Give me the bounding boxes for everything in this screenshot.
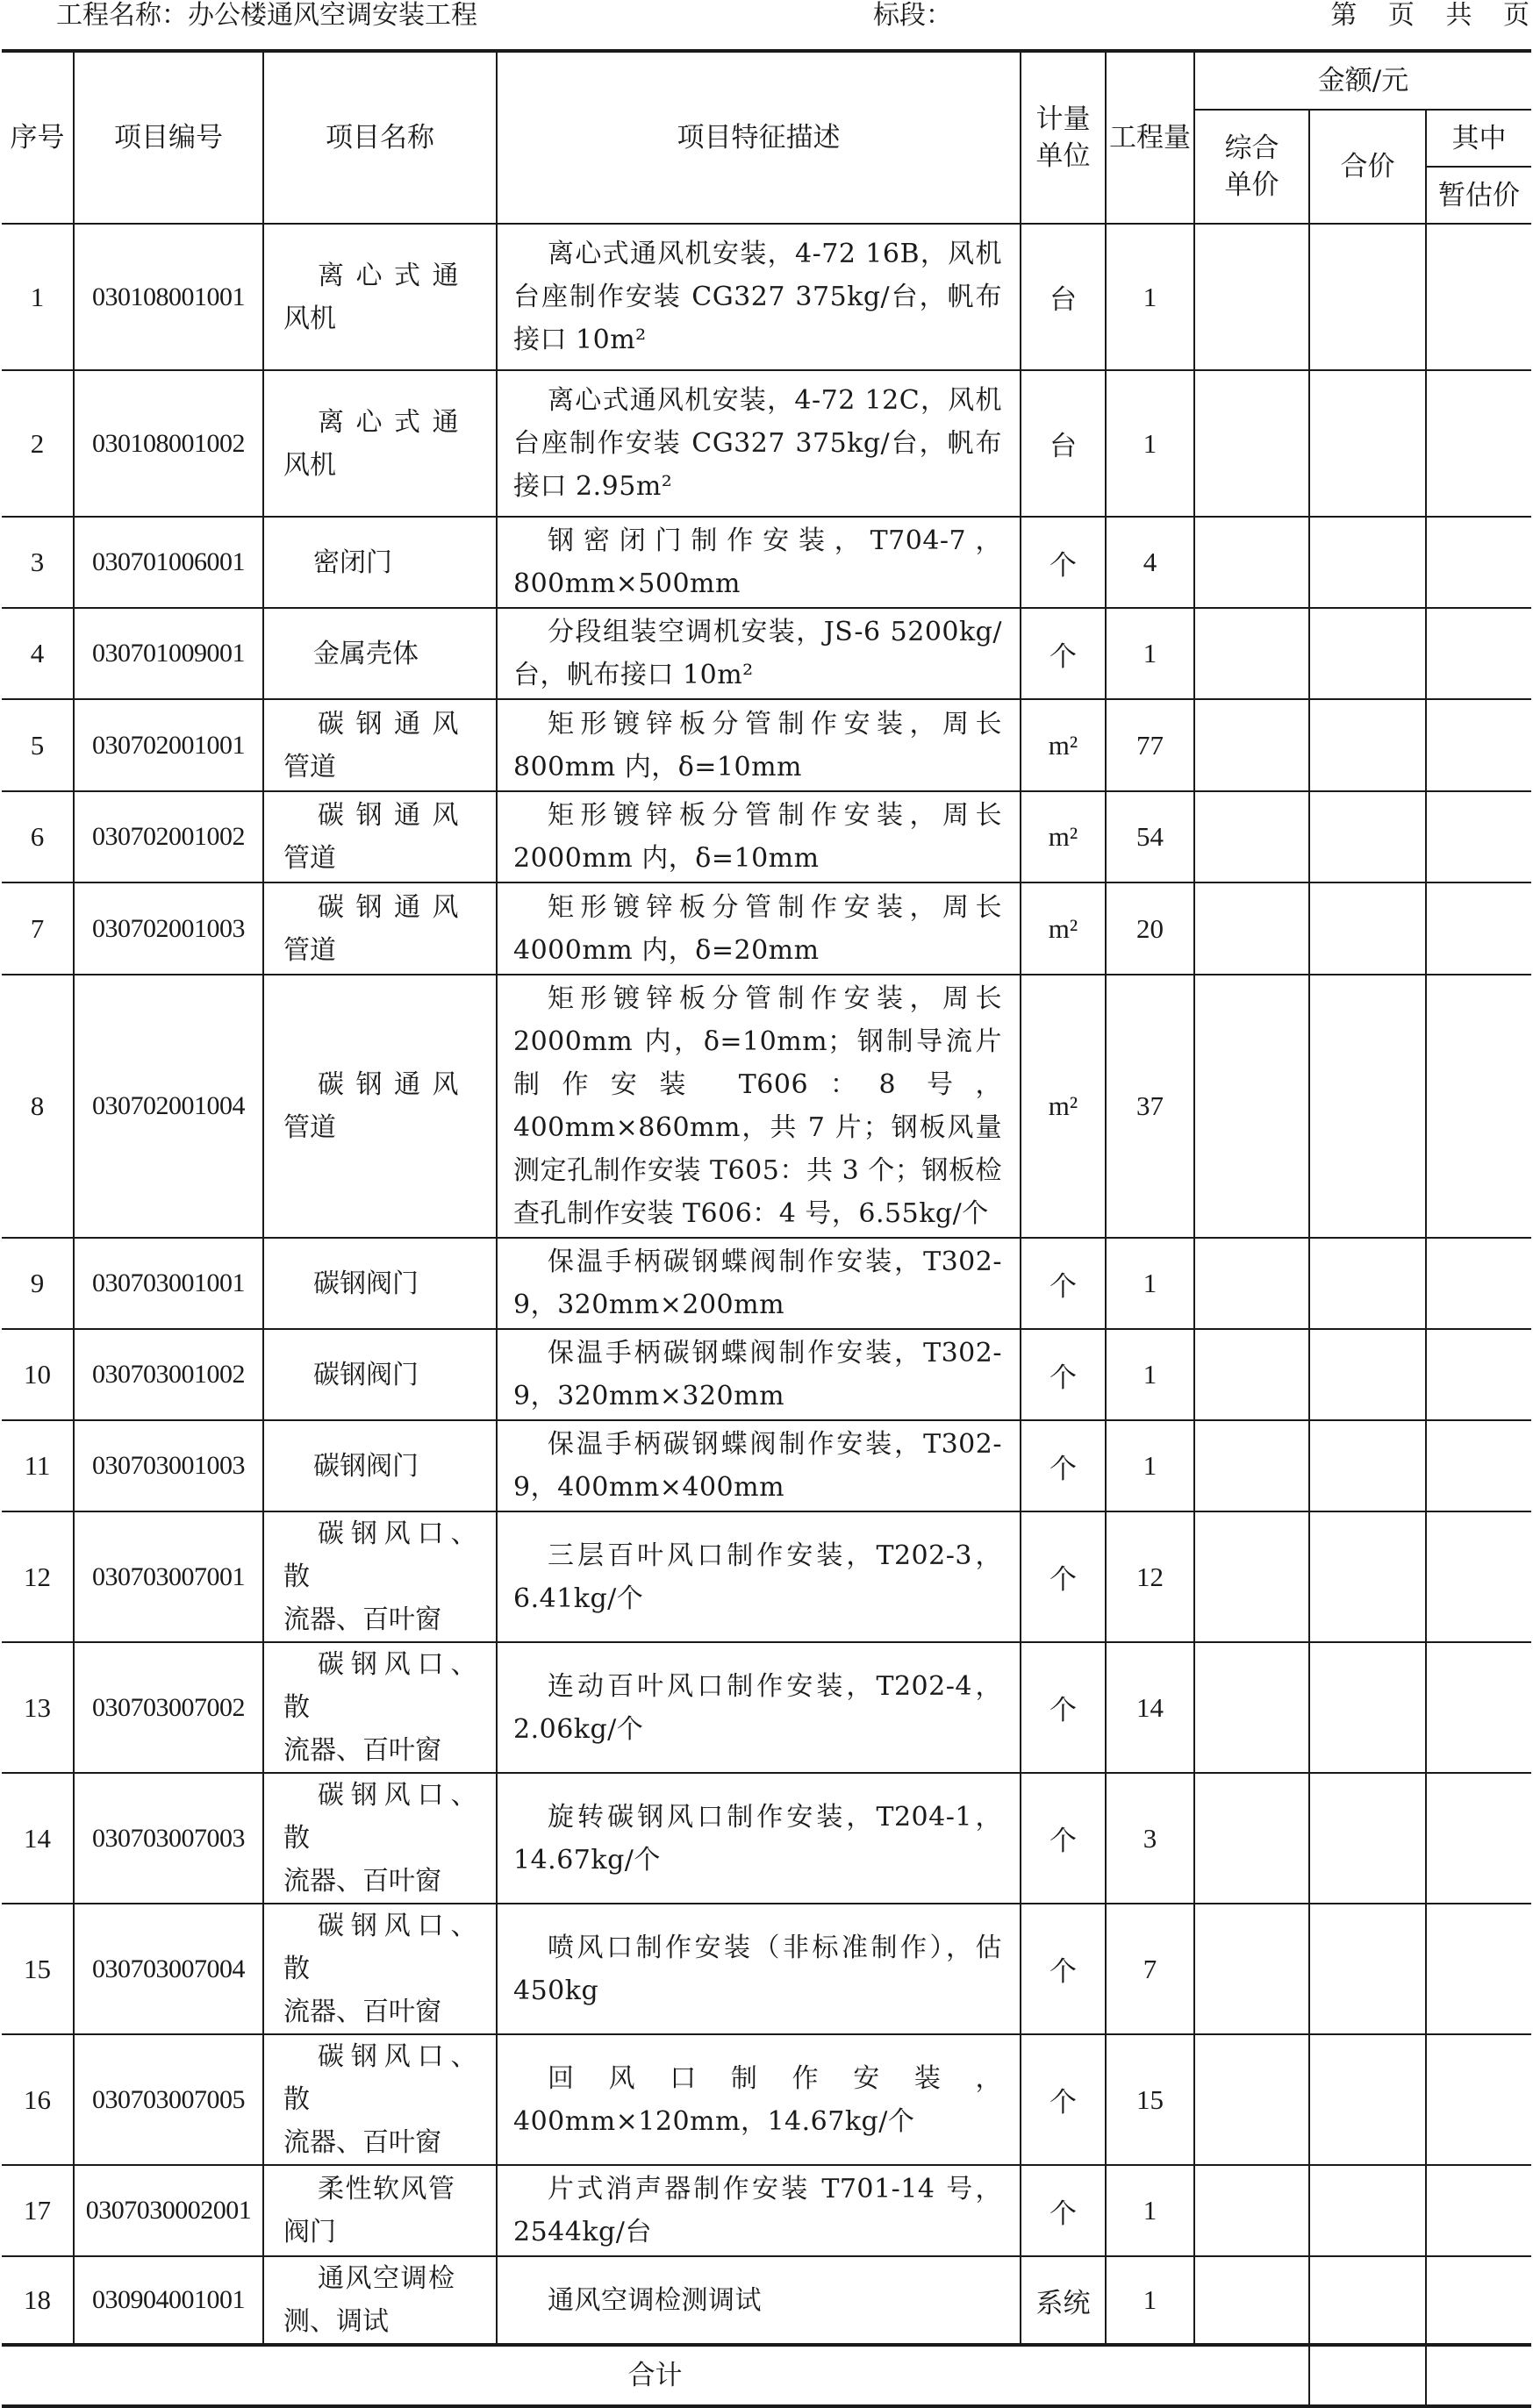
- row-qty: 54: [1106, 791, 1194, 882]
- row-qty: 1: [1106, 608, 1194, 699]
- row-seq: 14: [2, 1773, 74, 1904]
- row-unit-price: [1194, 1642, 1309, 1773]
- row-desc: 离心式通风机安装，4-72 12C，风机台座制作安装 CG327 375kg/台，帆布接口 2.95m²: [497, 370, 1021, 517]
- row-name-line1: 碳钢风口、散: [283, 1649, 478, 1723]
- row-desc: 离心式通风机安装，4-72 16B，风机台座制作安装 CG327 375kg/台，帆布接口 10m²: [497, 224, 1021, 370]
- row-unit-price: [1194, 2034, 1309, 2165]
- row-unit-price: [1194, 882, 1309, 975]
- total-price-cell: [1309, 2345, 1426, 2406]
- col-qty-header: 工程量: [1106, 51, 1194, 224]
- row-total-price: [1309, 1511, 1426, 1642]
- row-unit: 个: [1021, 517, 1106, 608]
- row-total-price: [1309, 370, 1426, 517]
- row-total-price: [1309, 1329, 1426, 1420]
- row-name: [263, 370, 497, 517]
- row-seq: 17: [2, 2165, 74, 2256]
- row-unit-price: [1194, 1329, 1309, 1420]
- row-qty: 77: [1106, 699, 1194, 791]
- row-total-price: [1309, 224, 1426, 370]
- row-unit-price: [1194, 370, 1309, 517]
- row-name-line2: 流器、百叶窗: [283, 2127, 441, 2158]
- row-provisional: [1426, 1329, 1531, 1420]
- row-code: 030703001003: [74, 1420, 263, 1511]
- row-unit-price: [1194, 699, 1309, 791]
- row-desc: 通风空调检测调试: [497, 2256, 1021, 2345]
- row-name-line1: 碳钢风口、散: [283, 2041, 478, 2115]
- col-seq-header: 序号: [2, 51, 74, 224]
- row-seq: 9: [2, 1238, 74, 1329]
- row-qty: 20: [1106, 882, 1194, 975]
- row-provisional: [1426, 1511, 1531, 1642]
- section-label: 标段：: [873, 0, 952, 31]
- row-seq: 1: [2, 224, 74, 370]
- row-unit: 个: [1021, 2165, 1106, 2256]
- col-unit-price-header: 综合单价: [1194, 110, 1309, 224]
- row-name-line1: 碳钢风口、散: [283, 1911, 478, 1984]
- table-body: [2, 224, 1531, 2345]
- table-row: [2, 791, 1531, 882]
- row-name-line1: 碳钢阀门: [313, 1268, 419, 1299]
- row-name-line2: 流器、百叶窗: [283, 1997, 441, 2027]
- row-provisional: [1426, 224, 1531, 370]
- row-qty: 7: [1106, 1904, 1194, 2034]
- row-unit: m²: [1021, 791, 1106, 882]
- col-of-which-header: 其中: [1426, 110, 1531, 167]
- row-name-line1: 碳钢通风: [318, 708, 470, 740]
- row-desc: 保温手柄碳钢蝶阀制作安装，T302-9，320mm×200mm: [497, 1238, 1021, 1329]
- row-name-line1: 通风空调检: [318, 2263, 456, 2294]
- row-total-price: [1309, 975, 1426, 1238]
- row-code: 030702001001: [74, 699, 263, 791]
- row-name: [263, 1329, 497, 1420]
- row-provisional: [1426, 1773, 1531, 1904]
- row-name: [263, 975, 497, 1238]
- row-code: 030702001003: [74, 882, 263, 975]
- table-row: [2, 2256, 1531, 2345]
- row-unit-price: [1194, 2256, 1309, 2345]
- row-provisional: [1426, 1238, 1531, 1329]
- row-seq: 13: [2, 1642, 74, 1773]
- table-row: [2, 517, 1531, 608]
- row-name: [263, 2256, 497, 2345]
- row-total-price: [1309, 517, 1426, 608]
- row-name-line2: 阀门: [283, 2217, 336, 2247]
- row-provisional: [1426, 699, 1531, 791]
- row-code: 030108001002: [74, 370, 263, 517]
- row-total-price: [1309, 1238, 1426, 1329]
- row-provisional: [1426, 608, 1531, 699]
- col-unit-header: 计量单位: [1021, 51, 1106, 224]
- table-row: [2, 1238, 1531, 1329]
- row-total-price: [1309, 699, 1426, 791]
- row-provisional: [1426, 517, 1531, 608]
- row-provisional: [1426, 1420, 1531, 1511]
- bill-of-quantities-table: [2, 49, 1531, 2408]
- row-total-price: [1309, 608, 1426, 699]
- col-total-price-header: 合价: [1309, 110, 1426, 224]
- row-unit: m²: [1021, 699, 1106, 791]
- col-name-header: 项目名称: [263, 51, 497, 224]
- row-name: [263, 224, 497, 370]
- row-name: [263, 1420, 497, 1511]
- row-unit-price: [1194, 791, 1309, 882]
- row-desc: 分段组装空调机安装，JS-6 5200kg/台，帆布接口 10m²: [497, 608, 1021, 699]
- row-total-price: [1309, 791, 1426, 882]
- row-code: 030703007005: [74, 2034, 263, 2165]
- row-qty: 1: [1106, 2256, 1194, 2345]
- row-qty: 1: [1106, 224, 1194, 370]
- row-name-line1: 离心式通: [318, 406, 470, 438]
- row-provisional: [1426, 1642, 1531, 1773]
- row-desc: 矩形镀锌板分管制作安装，周长4000mm 内，δ=20mm: [497, 882, 1021, 975]
- table-row: [2, 1329, 1531, 1420]
- row-code: 030701009001: [74, 608, 263, 699]
- row-code: 030108001001: [74, 224, 263, 370]
- row-name: [263, 517, 497, 608]
- row-name: [263, 1511, 497, 1642]
- row-unit: 个: [1021, 1511, 1106, 1642]
- row-name: [263, 2034, 497, 2165]
- row-seq: 15: [2, 1904, 74, 2034]
- table-row: [2, 2034, 1531, 2165]
- row-provisional: [1426, 882, 1531, 975]
- row-name: [263, 791, 497, 882]
- row-qty: 1: [1106, 370, 1194, 517]
- row-qty: 4: [1106, 517, 1194, 608]
- row-unit-price: [1194, 1420, 1309, 1511]
- row-unit: 个: [1021, 608, 1106, 699]
- table-row: [2, 975, 1531, 1238]
- page-counter: 第 页 共 页: [1330, 0, 1529, 31]
- row-unit-price: [1194, 1904, 1309, 2034]
- total-row: [2, 2345, 1531, 2406]
- row-name: [263, 882, 497, 975]
- row-name-line2: 流器、百叶窗: [283, 1604, 441, 1635]
- row-seq: 16: [2, 2034, 74, 2165]
- row-unit: 系统: [1021, 2256, 1106, 2345]
- col-amount-header: 金额/元: [1194, 51, 1531, 110]
- row-unit: m²: [1021, 975, 1106, 1238]
- row-name-line2: 管道: [283, 843, 336, 874]
- row-unit: 个: [1021, 1773, 1106, 1904]
- table-row: [2, 1420, 1531, 1511]
- row-provisional: [1426, 2256, 1531, 2345]
- row-total-price: [1309, 1904, 1426, 2034]
- col-provisional-header: 暂估价: [1426, 167, 1531, 224]
- row-name-line2: 管道: [283, 934, 336, 966]
- table-row: [2, 1773, 1531, 1904]
- row-name-line1: 柔性软风管: [318, 2174, 456, 2204]
- row-name-line1: 碳钢阀门: [313, 1359, 419, 1390]
- row-name-line2: 管道: [283, 1112, 336, 1143]
- row-name: [263, 1238, 497, 1329]
- row-desc: 三层百叶风口制作安装，T202-3，6.41kg/个: [497, 1511, 1021, 1642]
- row-name-line2: 管道: [283, 751, 336, 782]
- row-desc: 片式消声器制作安装 T701-14 号，2544kg/台: [497, 2165, 1021, 2256]
- row-code: 030703001002: [74, 1329, 263, 1420]
- row-name-line1: 离心式通: [318, 260, 470, 291]
- row-unit: 个: [1021, 1329, 1106, 1420]
- row-name: [263, 1904, 497, 2034]
- row-provisional: [1426, 2034, 1531, 2165]
- row-code: 030703007001: [74, 1511, 263, 1642]
- row-unit: 台: [1021, 370, 1106, 517]
- row-code: 030701006001: [74, 517, 263, 608]
- row-name-line1: 碳钢通风: [318, 1069, 470, 1100]
- table-row: [2, 224, 1531, 370]
- row-desc: 旋转碳钢风口制作安装，T204-1，14.67kg/个: [497, 1773, 1021, 1904]
- row-name: [263, 1642, 497, 1773]
- row-total-price: [1309, 1420, 1426, 1511]
- row-name-line1: 碳钢风口、散: [283, 1518, 478, 1592]
- row-unit-price: [1194, 224, 1309, 370]
- row-seq: 7: [2, 882, 74, 975]
- row-unit: 个: [1021, 2034, 1106, 2165]
- row-qty: 37: [1106, 975, 1194, 1238]
- table-row: [2, 370, 1531, 517]
- row-desc: 矩形镀锌板分管制作安装，周长2000mm 内，δ=10mm；钢制导流片制作安装 T606：8 号，400mm×860mm，共 7 片；钢板风量测定孔制作安装 T605：共 3 个；钢板检查孔制作安装 T606：4 号，6.55kg/个: [497, 975, 1021, 1238]
- row-code: 0307030002001: [74, 2165, 263, 2256]
- row-code: 030904001001: [74, 2256, 263, 2345]
- row-unit: m²: [1021, 882, 1106, 975]
- table-row: [2, 699, 1531, 791]
- row-name-line1: 碳钢风口、散: [283, 1780, 478, 1854]
- row-code: 030703001001: [74, 1238, 263, 1329]
- row-unit: 个: [1021, 1904, 1106, 2034]
- row-seq: 3: [2, 517, 74, 608]
- row-code: 030702001002: [74, 791, 263, 882]
- row-seq: 12: [2, 1511, 74, 1642]
- row-unit-price: [1194, 975, 1309, 1238]
- row-total-price: [1309, 882, 1426, 975]
- row-seq: 6: [2, 791, 74, 882]
- table-row: [2, 882, 1531, 975]
- row-name-line2: 流器、百叶窗: [283, 1866, 441, 1897]
- row-desc: 矩形镀锌板分管制作安装，周长2000mm 内，δ=10mm: [497, 791, 1021, 882]
- row-provisional: [1426, 1904, 1531, 2034]
- row-name: [263, 699, 497, 791]
- row-desc: 矩形镀锌板分管制作安装，周长800mm 内，δ=10mm: [497, 699, 1021, 791]
- row-unit: 个: [1021, 1420, 1106, 1511]
- row-provisional: [1426, 975, 1531, 1238]
- row-name-line2: 风机: [283, 303, 336, 334]
- row-seq: 11: [2, 1420, 74, 1511]
- row-desc: 保温手柄碳钢蝶阀制作安装，T302-9，320mm×320mm: [497, 1329, 1021, 1420]
- row-unit: 个: [1021, 1238, 1106, 1329]
- row-name-line2: 流器、百叶窗: [283, 1735, 441, 1766]
- row-provisional: [1426, 370, 1531, 517]
- col-desc-header: 项目特征描述: [497, 51, 1021, 224]
- row-code: 030703007004: [74, 1904, 263, 2034]
- table-row: [2, 1904, 1531, 2034]
- row-name: [263, 608, 497, 699]
- row-code: 030703007002: [74, 1642, 263, 1773]
- row-name-line1: 碳钢通风: [318, 800, 470, 831]
- row-name-line2: 风机: [283, 449, 336, 481]
- row-name-line2: 测、调试: [283, 2306, 389, 2337]
- row-unit-price: [1194, 608, 1309, 699]
- row-desc: 保温手柄碳钢蝶阀制作安装，T302-9，400mm×400mm: [497, 1420, 1021, 1511]
- row-seq: 18: [2, 2256, 74, 2345]
- row-desc: 钢密闭门制作安装，T704-7，800mm×500mm: [497, 517, 1021, 608]
- row-code: 030702001004: [74, 975, 263, 1238]
- row-seq: 10: [2, 1329, 74, 1420]
- row-seq: 5: [2, 699, 74, 791]
- row-qty: 3: [1106, 1773, 1194, 1904]
- table-row: [2, 608, 1531, 699]
- row-total-price: [1309, 2165, 1426, 2256]
- table-row: [2, 1642, 1531, 1773]
- row-unit-price: [1194, 2165, 1309, 2256]
- row-name-line1: 密闭门: [313, 547, 392, 578]
- row-provisional: [1426, 791, 1531, 882]
- row-seq: 4: [2, 608, 74, 699]
- row-qty: 14: [1106, 1642, 1194, 1773]
- col-code-header: 项目编号: [74, 51, 263, 224]
- row-qty: 12: [1106, 1511, 1194, 1642]
- row-desc: 连动百叶风口制作安装，T202-4，2.06kg/个: [497, 1642, 1021, 1773]
- row-code: 030703007003: [74, 1773, 263, 1904]
- row-total-price: [1309, 1773, 1426, 1904]
- row-seq: 2: [2, 370, 74, 517]
- row-total-price: [1309, 2256, 1426, 2345]
- row-qty: 1: [1106, 1238, 1194, 1329]
- row-name: [263, 1773, 497, 1904]
- row-qty: 1: [1106, 2165, 1194, 2256]
- row-unit-price: [1194, 1238, 1309, 1329]
- row-seq: 8: [2, 975, 74, 1238]
- row-unit-price: [1194, 517, 1309, 608]
- row-total-price: [1309, 2034, 1426, 2165]
- table-header-info: [0, 0, 1533, 40]
- project-name: 工程名称：办公楼通风空调安装工程: [56, 0, 477, 31]
- total-label: 合计: [2, 2345, 1309, 2406]
- table-row: [2, 2165, 1531, 2256]
- row-unit: 台: [1021, 224, 1106, 370]
- total-provisional-cell: [1426, 2345, 1531, 2406]
- row-name-line1: 金属壳体: [313, 638, 419, 669]
- row-name: [263, 2165, 497, 2256]
- row-qty: 15: [1106, 2034, 1194, 2165]
- row-unit: 个: [1021, 1642, 1106, 1773]
- row-qty: 1: [1106, 1329, 1194, 1420]
- row-desc: 喷风口制作安装（非标准制作），估 450kg: [497, 1904, 1021, 2034]
- row-name-line1: 碳钢阀门: [313, 1450, 419, 1482]
- row-unit-price: [1194, 1511, 1309, 1642]
- row-total-price: [1309, 1642, 1426, 1773]
- row-name-line1: 碳钢通风: [318, 891, 470, 923]
- table-row: [2, 1511, 1531, 1642]
- row-qty: 1: [1106, 1420, 1194, 1511]
- row-unit-price: [1194, 1773, 1309, 1904]
- row-provisional: [1426, 2165, 1531, 2256]
- row-desc: 回风口制作安装，400mm×120mm，14.67kg/个: [497, 2034, 1021, 2165]
